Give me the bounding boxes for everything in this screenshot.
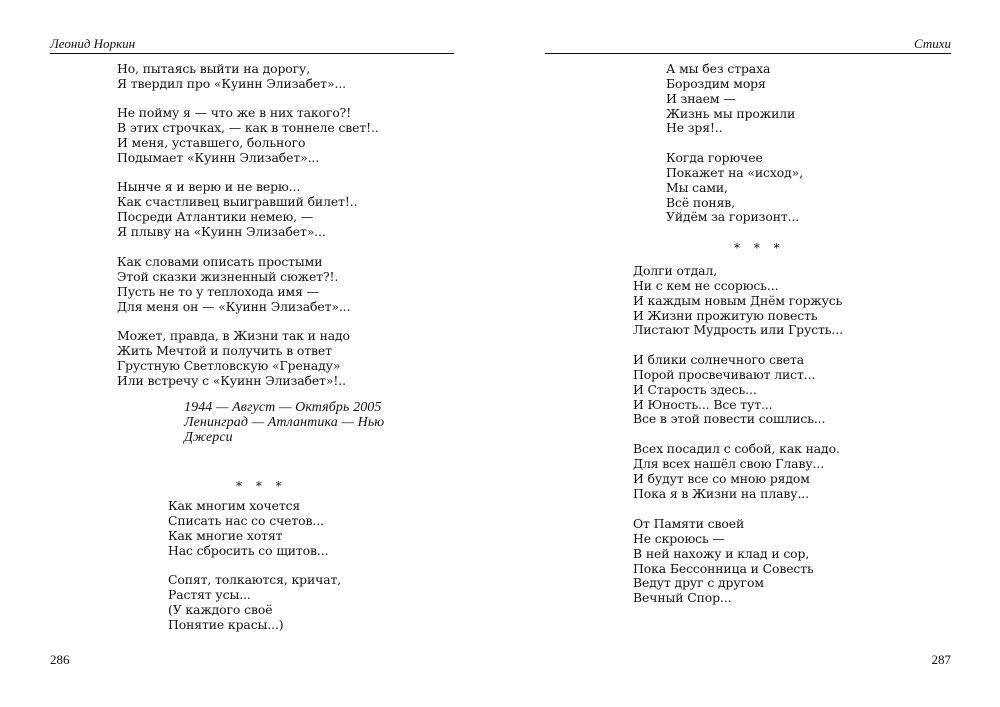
verse-line: И меня, уставшего, больного xyxy=(117,134,306,150)
verse-line: И будут все со мною рядом xyxy=(633,470,810,486)
verse-line: Или встречу с «Куинн Элизабет»!.. xyxy=(117,372,346,388)
verse-line: Ведут друг с другом xyxy=(633,575,764,591)
stanza xyxy=(633,442,840,501)
right-page xyxy=(500,0,1000,707)
verse-line: Может, правда, в Жизни так и надо xyxy=(117,328,350,343)
stanza xyxy=(117,329,350,388)
stanza xyxy=(666,62,795,136)
verse-line: Сопят, толкаются, кричат, xyxy=(168,572,342,587)
verse-line: Не зря!.. xyxy=(666,120,723,136)
verse-line: Вечный Спор... xyxy=(633,590,732,606)
section-separator: * * * xyxy=(236,479,287,493)
verse-line: Всех посадил с собой, как надо. xyxy=(633,441,840,456)
stanza xyxy=(117,62,346,92)
verse-line: Всё поняв, xyxy=(666,194,736,210)
verse-line: Нынче я и верю и не верю... xyxy=(117,179,301,194)
stanza xyxy=(168,499,328,558)
verse-line: Пока я в Жизни на плаву... xyxy=(633,485,809,501)
verse-line: (У каждого своё xyxy=(168,601,273,617)
verse-line: Я твердил про «Куинн Элизабет»... xyxy=(117,75,347,91)
verse-line: Не скроюсь — xyxy=(633,530,725,546)
verse-line: И блики солнечного света xyxy=(633,352,805,367)
verse-line: И Юность... Все тут... xyxy=(633,396,773,412)
stanza xyxy=(168,573,341,632)
verse-line: А мы без страха xyxy=(666,61,771,76)
verse-line: Как многие хотят xyxy=(168,527,283,543)
verse-line: Как счастливец выигравший билет!.. xyxy=(117,193,358,209)
stanza xyxy=(117,255,350,314)
verse-line: Списать нас со счетов... xyxy=(168,512,324,528)
verse-line: Ни с кем не ссорюсь... xyxy=(633,277,779,293)
section-separator: * * * xyxy=(734,241,785,255)
stanza xyxy=(666,151,803,225)
verse-line: Долги отдал, xyxy=(633,263,718,278)
verse-line: И знаем — xyxy=(666,90,736,106)
verse-line: Пока Бессонница и Совесть xyxy=(633,560,814,576)
verse-line: В этих строчках, — как в тоннеле свет!.. xyxy=(117,119,379,135)
verse-line: Я плыву на «Куинн Элизабет»... xyxy=(117,223,326,239)
stanza xyxy=(117,106,379,165)
dateline xyxy=(184,400,384,445)
verse-line: Уйдём за горизонт... xyxy=(666,209,800,225)
page-number: 286 xyxy=(50,652,70,667)
stanza xyxy=(633,517,814,606)
verse-line: Нас сбросить со щитов... xyxy=(168,542,329,558)
verse-line: Как словами описать простыми xyxy=(117,254,323,269)
header-rule xyxy=(50,53,454,54)
verse-line: Для меня он — «Куинн Элизабет»... xyxy=(117,298,351,314)
stanza xyxy=(633,353,825,427)
verse-line: Подымает «Куинн Элизабет»... xyxy=(117,149,320,165)
verse-line: Посреди Атлантики немею, — xyxy=(117,208,314,224)
verse-line: И Жизни прожитую повесть xyxy=(633,307,818,323)
running-head-author: Леонид Норкин xyxy=(50,36,136,51)
verse-line: В ней нахожу и клад и сор, xyxy=(633,545,810,561)
dateline-line: Джерси xyxy=(184,430,233,445)
verse-line: Не пойму я — что же в них такого?! xyxy=(117,105,352,120)
verse-line: Растят усы... xyxy=(168,586,251,602)
verse-line: Когда горючее xyxy=(666,150,763,165)
verse-line: Листают Мудрость или Грусть... xyxy=(633,322,843,338)
verse-line: Как многим хочется xyxy=(168,498,301,513)
stanza xyxy=(117,180,357,239)
page-number: 287 xyxy=(931,652,951,667)
verse-line: Грустную Светловскую «Гренаду» xyxy=(117,357,341,373)
dateline-line: 1944 — Август — Октябрь 2005 xyxy=(184,400,382,415)
running-head-section: Стихи xyxy=(913,36,951,51)
verse-line: Жить Мечтой и получить в ответ xyxy=(117,342,332,358)
verse-line: Все в этой повести сошлись... xyxy=(633,411,826,427)
verse-line: Понятие красы...) xyxy=(168,616,284,632)
stanza xyxy=(633,264,843,338)
verse-line: Этой сказки жизненный сюжет?!. xyxy=(117,268,339,284)
verse-line: Порой просвечивают лист... xyxy=(633,366,816,382)
verse-line: Но, пытаясь выйти на дорогу, xyxy=(117,61,311,76)
verse-line: Бороздим моря xyxy=(666,75,766,91)
header-rule xyxy=(545,53,951,54)
verse-line: Жизнь мы прожили xyxy=(666,105,796,121)
verse-line: И Старость здесь... xyxy=(633,381,757,397)
dateline-line: Ленинград — Атлантика — Нью xyxy=(184,415,385,430)
verse-line: Мы сами, xyxy=(666,179,728,195)
verse-line: От Памяти своей xyxy=(633,516,745,531)
verse-line: И каждым новым Днём горжусь xyxy=(633,292,843,308)
verse-line: Пусть не то у теплохода имя — xyxy=(117,283,319,299)
verse-line: Для всех нашёл свою Главу... xyxy=(633,455,825,471)
verse-line: Покажет на «исход», xyxy=(666,164,803,180)
